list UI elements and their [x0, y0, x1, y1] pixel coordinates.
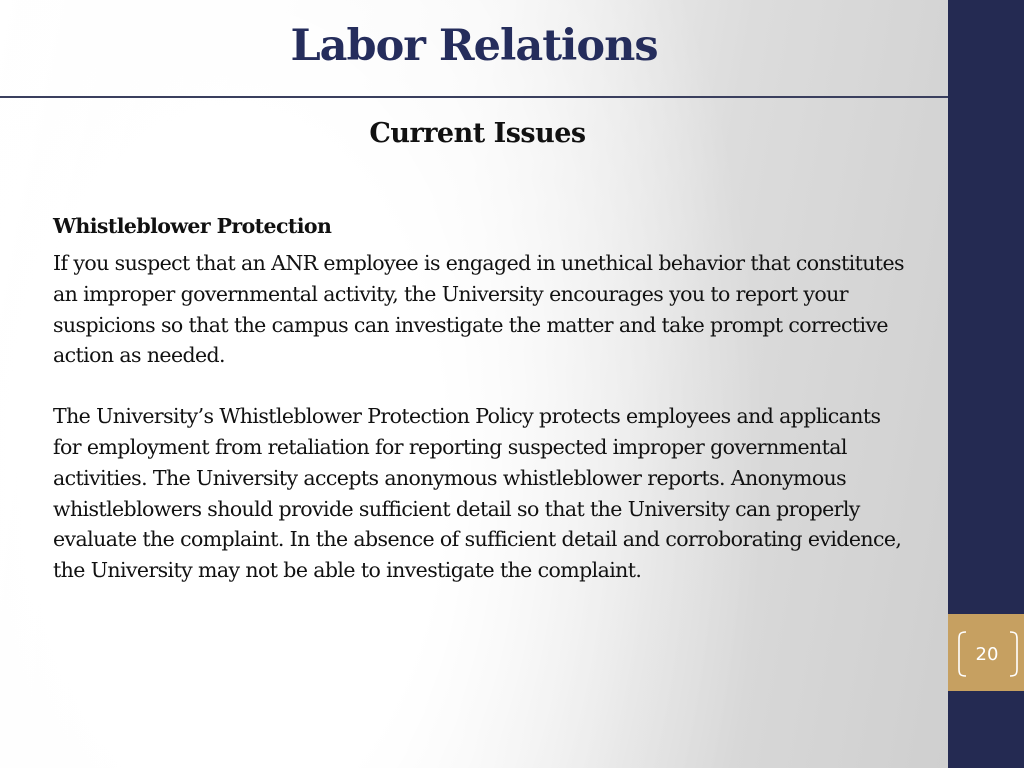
- slide-body: [53, 210, 913, 586]
- slide-title: Labor Relations: [290, 21, 658, 71]
- paragraph-policy: The University’s Whistleblower Protection Policy protects employees and applicants for employment from retaliation for reporting suspected improper governmental activities. The University accepts anonymous whistleblower reports. Anonymous whistleblowers should provide sufficient detail so that the University can properly evaluate the complaint. In the absence of sufficient detail and corroborating evidence, the University may not be able to investigate the complaint.: [53, 404, 902, 583]
- page-number: 20: [975, 644, 999, 665]
- paragraph-intro: If you suspect that an ANR employee is engaged in unethical behavior that constitutes an improper governmental activity, the University encourages you to report your suspicions so that the campus can investigate the matter and take prompt corrective action as needed.: [53, 251, 904, 368]
- title-divider: [0, 96, 948, 98]
- section-heading: Whistleblower Protection: [53, 214, 332, 238]
- slide-subtitle: Current Issues: [369, 118, 586, 149]
